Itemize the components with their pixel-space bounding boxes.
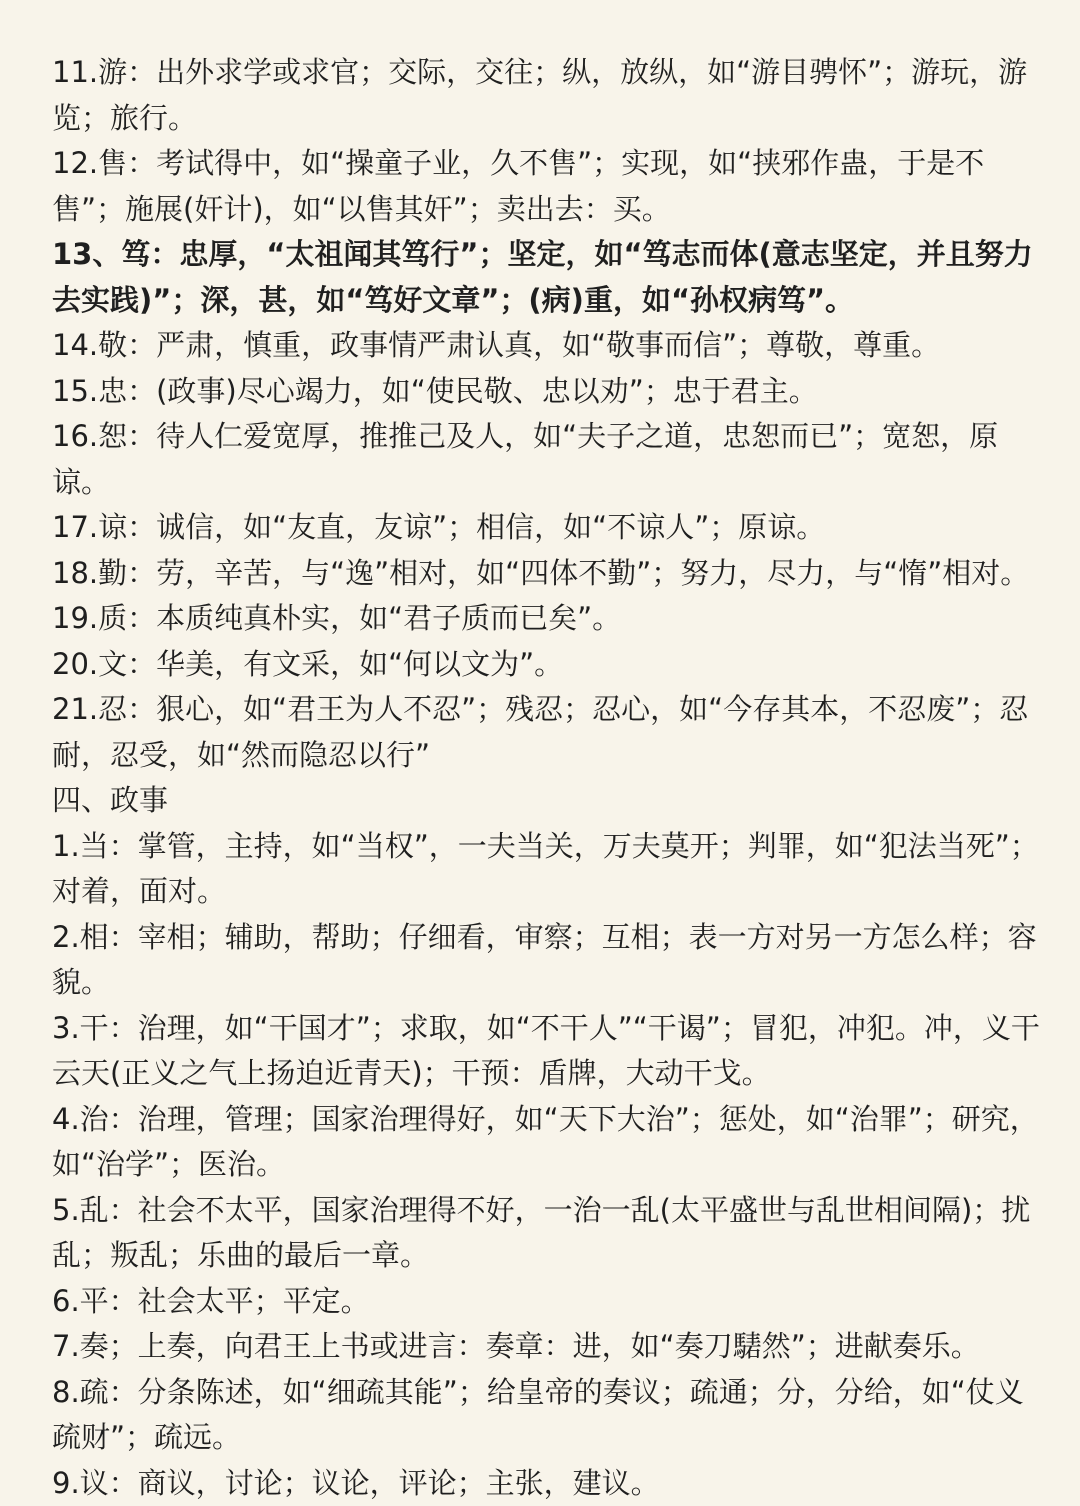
entry-5-luan: 5.乱：社会不太平，国家治理得不好，一治一乱(太平盛世与乱世相间隔)；扰乱；叛乱；乐曲的最后一章。 bbox=[52, 1188, 1040, 1279]
entry-21-ren: 21.忍：狠心，如“君王为人不忍”；残忍；忍心，如“今存其本，不忍废”；忍耐，忍受，如“然而隐忍以行” bbox=[52, 687, 1040, 778]
entry-19-zhi: 19.质：本质纯真朴实，如“君子质而已矣”。 bbox=[52, 596, 1040, 642]
section-heading-zhengshi: 四、政事 bbox=[52, 778, 1040, 824]
entry-11-you: 11.游：出外求学或求官；交际，交往；纵，放纵，如“游目骋怀”；游玩，游览；旅行。 bbox=[52, 50, 1040, 141]
entry-6-ping: 6.平：社会太平；平定。 bbox=[52, 1279, 1040, 1325]
entry-12-shou: 12.售：考试得中，如“操童子业，久不售”；实现，如“挟邪作蛊，于是不售”；施展(奸计)，如“以售其奸”；卖出去：买。 bbox=[52, 141, 1040, 232]
entry-17-liang: 17.谅：诚信，如“友直，友谅”；相信，如“不谅人”；原谅。 bbox=[52, 505, 1040, 551]
entry-2-xiang: 2.相：宰相；辅助，帮助；仔细看，审察；互相；表一方对另一方怎么样；容貌。 bbox=[52, 915, 1040, 1006]
entry-16-shu: 16.恕：待人仁爱宽厚，推推己及人，如“夫子之道，忠恕而已”；宽恕，原谅。 bbox=[52, 414, 1040, 505]
entry-4-zhi: 4.治：治理，管理；国家治理得好，如“天下大治”；惩处，如“治罪”；研究，如“治学”；医治。 bbox=[52, 1097, 1040, 1188]
entry-9-yi: 9.议：商议，讨论；议论，评论；主张，建议。 bbox=[52, 1461, 1040, 1506]
entry-15-zhong: 15.忠：(政事)尽心竭力，如“使民敬、忠以劝”；忠于君主。 bbox=[52, 369, 1040, 415]
entry-8-shu: 8.疏：分条陈述，如“细疏其能”；给皇帝的奏议；疏通；分，分给，如“仗义疏财”；疏远。 bbox=[52, 1370, 1040, 1461]
entry-3-gan: 3.干：治理，如“干国才”；求取，如“不干人”“干谒”；冒犯，冲犯。冲，义干云天(正义之气上扬迫近青天)；干预：盾牌，大动干戈。 bbox=[52, 1006, 1040, 1097]
entry-1-dang: 1.当：掌管，主持，如“当权”，一夫当关，万夫莫开；判罪，如“犯法当死”；对着，面对。 bbox=[52, 824, 1040, 915]
entry-14-jing: 14.敬：严肃，慎重，政事情严肃认真，如“敬事而信”；尊敬，尊重。 bbox=[52, 323, 1040, 369]
entry-13-du: 13、笃：忠厚，“太祖闻其笃行”；坚定，如“笃志而体(意志坚定，并且努力去实践)”；深，甚，如“笃好文章”；(病)重，如“孙权病笃”。 bbox=[52, 232, 1040, 323]
entry-20-wen: 20.文：华美，有文采，如“何以文为”。 bbox=[52, 642, 1040, 688]
entry-18-qin: 18.勤：劳，辛苦，与“逸”相对，如“四体不勤”；努力，尽力，与“惰”相对。 bbox=[52, 551, 1040, 597]
entry-7-zou: 7.奏；上奏，向君王上书或进言：奏章：进，如“奏刀騞然”；进献奏乐。 bbox=[52, 1324, 1040, 1370]
